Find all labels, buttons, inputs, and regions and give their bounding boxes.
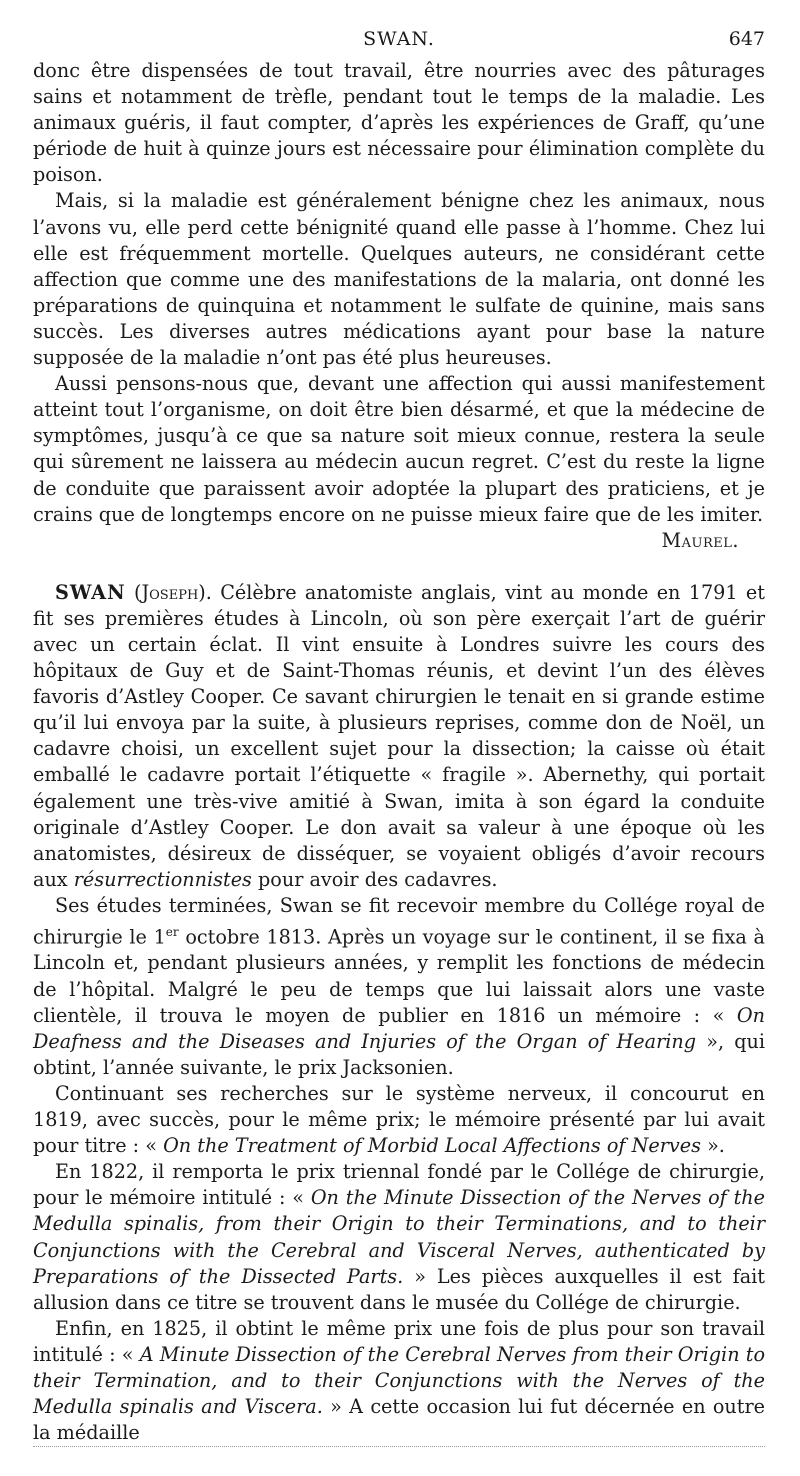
- entry-paragraph-1: [33, 580, 765, 893]
- entry-paragraph-2: [33, 893, 765, 1081]
- paragraph-intro-2: Mais, si la maladie est généralement bénigne chez les animaux, nous l’avons vu, elle perd cette bénignité quand elle passe à l’homme. Chez lui elle est fréquemment mortelle. Quelques auteurs, ne considérant cette affection que comme une des manifestations de la malaria, ont donné les préparations de quinquina et notamment le sulfate de quinine, mais sans succès. Les diverses autres médications ayant pour base la nature supposée de la maladie n’ont pas été plus heureuses.: [33, 189, 765, 370]
- entry-p5-b: » A cette occasion lui fut décernée en outre la médaille: [33, 1395, 765, 1445]
- article-body: [33, 58, 765, 1446]
- page-number: 647: [728, 28, 765, 50]
- entry-p2-sup: er: [165, 925, 179, 939]
- entry-forename: (Joseph).: [133, 580, 212, 604]
- entry-p3-italic: On the Treatment of Morbid Local Affections of Nerves: [163, 1134, 701, 1158]
- paragraph-intro-3: [33, 371, 765, 552]
- entry-p1-end: pour avoir des cadavres.: [251, 867, 498, 891]
- entry-p3-b: ».: [700, 1134, 725, 1158]
- entry-p3-a: Continuant ses recherches sur le système nerveux, il concourut en 1819, avec succès, pour le même prix; le mémoire présenté par lui avait pour titre : «: [33, 1081, 765, 1158]
- running-head: SWAN.: [363, 28, 435, 50]
- entry-p2-c: », qui obtint, l’année suivante, le prix Jacksonien.: [33, 1029, 765, 1079]
- section-separator: [33, 554, 765, 580]
- author-signature: Maurel.: [661, 528, 739, 552]
- entry-p4-b: » Les pièces auxquelles il est fait allusion dans ce titre se trouvent dans le musée du Collége de chirurgie.: [33, 1264, 765, 1314]
- entry-p4-a: En 1822, il remporta le prix triennal fondé par le Collége de chirurgie, pour le mémoire intitulé : «: [33, 1160, 765, 1210]
- entry-paragraph-4: [33, 1159, 765, 1316]
- entry-p4-italic: On the Minute Dissection of the Nerves of the Medulla spinalis, from their Origin to their Terminations, and to their Conjunctions with the Cerebral and Visceral Nerves, authenticated by Preparations of the Dissected Parts.: [33, 1186, 766, 1288]
- entry-p2-a: Ses études terminées, Swan se fit recevoir membre du Collége royal de chirurgie le 1: [33, 893, 765, 949]
- entry-p5-a: Enfin, en 1825, il obtint le même prix une fois de plus pour son travail intitulé : «: [33, 1316, 765, 1366]
- entry-p1-text: Célèbre anatomiste anglais, vint au monde en 1791 et fit ses premières études à Lincoln, où son père exerçait l’art de guérir avec un certain éclat. Il vint ensuite à Londres suivre les cours des hôpitaux de Guy et de Saint-Thomas réunis, et devint l’un des élèves favoris d’Astley Cooper. Ce savant chirurgien le tenait en si grande estime qu’il lui envoya par la suite, à plusieurs reprises, comme don de Noël, un cadavre choisi, un excellent sujet pour la dissection; la caisse où était emballé le cadavre portait l’étiquette « fragile ». Abernethy, qui portait également une très-vive amitié à Swan, imita à son égard la conduite originale d’Astley Cooper. Le don avait sa valeur à une époque où les anatomistes, désireux de disséquer, se voyaient obligés d’avoir recours aux: [33, 580, 765, 891]
- entry-headword: SWAN: [55, 580, 126, 604]
- entry-p5-italic: A Minute Dissection of the Cerebral Nerves from their Origin to their Termination, and to their Conjunctions with the Nerves of the Medulla spinalis and Viscera.: [33, 1342, 766, 1419]
- footer-rule: [33, 1446, 765, 1447]
- entry-p2-italic: On Deafness and the Diseases and Injuries of the Organ of Hearing: [33, 1003, 765, 1053]
- entry-p1-italic: résurrectionnistes: [73, 867, 252, 891]
- entry-paragraph-3: [33, 1081, 765, 1159]
- page-header: [33, 28, 765, 58]
- paragraph-intro-1: donc être dispensées de tout travail, être nourries avec des pâturages sains et notamment de trèfle, pendant tout le temps de la maladie. Les animaux guéris, il faut compter, d’après les expériences de Graff, qu’une période de huit à quinze jours est nécessaire pour élimination complète du poison.: [33, 59, 765, 187]
- document-page: [33, 28, 765, 1446]
- paragraph-intro-3-text: Aussi pensons-nous que, devant une affection qui aussi manifestement atteint tout l’organisme, on doit être bien désarmé, et que la médecine de symptômes, jusqu’à ce que sa nature soit mieux connue, restera la seule qui sûrement ne laissera au médecin aucun regret. C’est du reste la ligne de conduite que paraissent avoir adoptée la plupart des praticiens, et je crains que de longtemps encore on ne puisse mieux faire que de les imiter.: [33, 372, 765, 526]
- entry-paragraph-5: [33, 1316, 765, 1446]
- entry-p2-b: octobre 1813. Après un voyage sur le continent, il se fixa à Lincoln et, pendant plusieurs années, y remplit les fonctions de médecin de l’hôpital. Malgré le peu de temps que lui laissait alors une vaste clientèle, il trouva le moyen de publier en 1816 un mémoire : «: [33, 925, 765, 1027]
